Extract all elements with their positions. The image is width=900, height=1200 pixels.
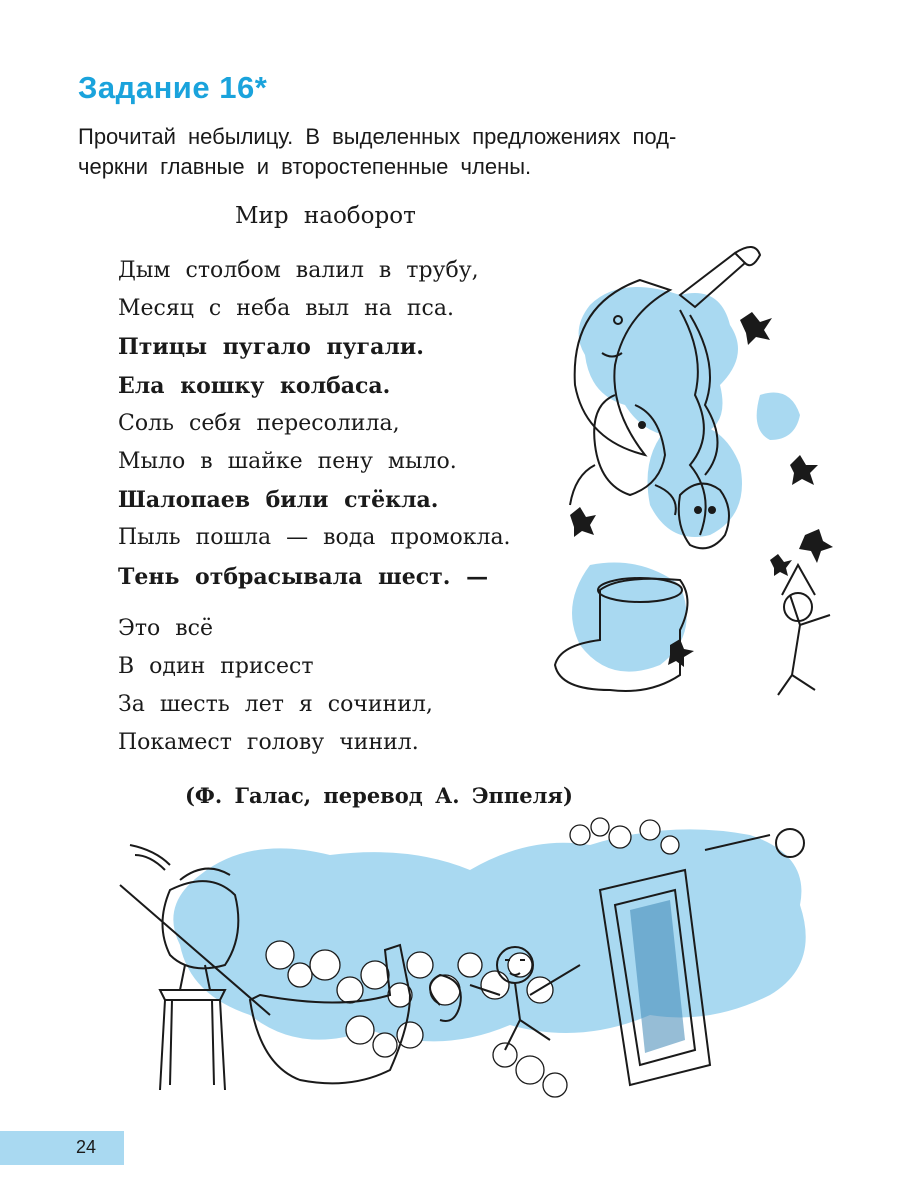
poem-line-highlighted: Птицы пугало пугали. (118, 334, 424, 361)
poem-line: В один присест (118, 653, 314, 679)
task-instruction-line-2: черкни главные и второстепенные члены. (78, 154, 532, 179)
page-number: 24 (76, 1137, 97, 1157)
poem-line: Месяц с неба выл на пса. (118, 296, 454, 322)
poem-line: Соль себя пересолила, (118, 410, 400, 436)
poem-line: Пыль пошла — вода промокла. (118, 525, 511, 551)
poem-line-highlighted: Ела кошку колбаса. (118, 372, 391, 399)
poem-stanza-1 (118, 252, 511, 596)
bottom-illustration (110, 815, 830, 1120)
task-title: Задание 16* (78, 70, 268, 105)
poem-line-highlighted: Тень отбрасывала шест. — (118, 563, 489, 590)
stanza-gap (118, 596, 511, 610)
task-instruction-line-1: Прочитай небылицу. В выделенных предложениях под- (78, 124, 677, 149)
poem-line: Это всё (118, 615, 213, 641)
poem-author: (Ф. Галас, перевод А. Эппеля) (185, 783, 573, 808)
poem-line: За шесть лет я сочинил, (118, 692, 433, 718)
poem-title: Мир наоборот (235, 203, 416, 229)
poem-line: Покамест голову чинил. (118, 730, 419, 756)
poem-line: Дым столбом валил в трубу, (118, 258, 479, 283)
task-instruction (78, 122, 848, 182)
poem-stanza-2 (118, 610, 511, 763)
poem-line: Мыло в шайке пену мыло. (118, 448, 457, 474)
poem (118, 252, 511, 762)
page-number-tab (0, 1131, 124, 1165)
right-illustration (530, 235, 860, 735)
poem-line-highlighted: Шалопаев били стёкла. (118, 487, 439, 514)
